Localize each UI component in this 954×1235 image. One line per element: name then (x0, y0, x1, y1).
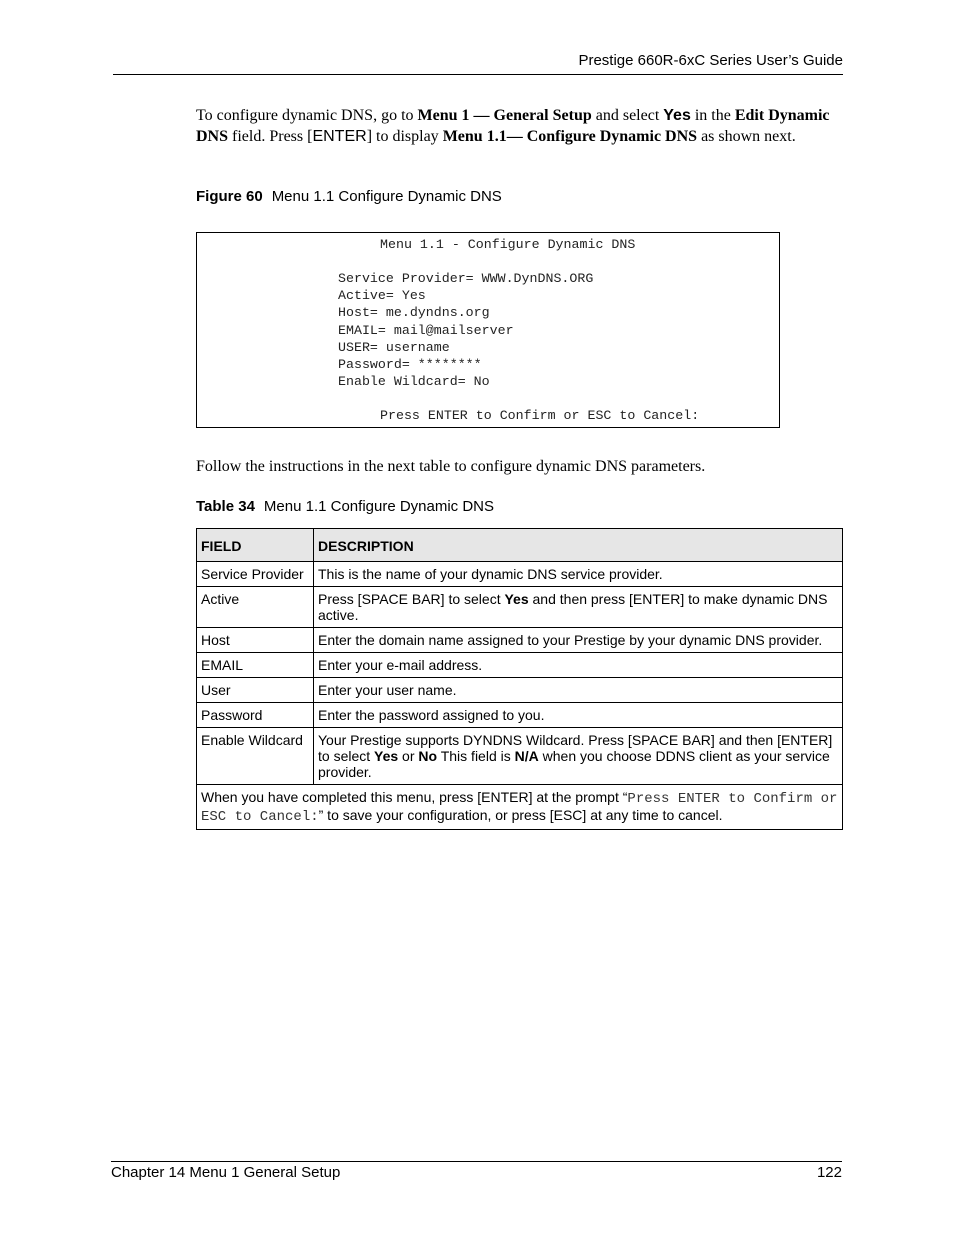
intro-text: in the (690, 107, 735, 124)
console-screen (196, 232, 780, 428)
console-line: Password= ******** (338, 357, 482, 372)
menu-reference: Menu 1 — General Setup (417, 107, 592, 124)
table-row (197, 628, 843, 653)
bold-term: Yes (374, 748, 399, 764)
enter-key: ENTER (312, 127, 367, 145)
description-cell: Enter the password assigned to you. (314, 703, 843, 728)
description-cell: Enter your user name. (314, 678, 843, 703)
table-row (197, 562, 843, 587)
table-row (197, 653, 843, 678)
yes-keyword: Yes (663, 107, 691, 124)
figure-caption (196, 188, 502, 205)
description-cell (314, 728, 843, 785)
figure-label: Figure 60 (196, 188, 263, 205)
console-line: Service Provider= WWW.DynDNS.ORG (338, 271, 594, 286)
intro-text: and select (591, 107, 664, 124)
chapter-title: Chapter 14 Menu 1 General Setup (111, 1164, 341, 1181)
header-title: Prestige 660R-6xC Series User’s Guide (578, 52, 843, 69)
console-title: Menu 1.1 - Configure Dynamic DNS (380, 237, 636, 252)
field-cell: Active (197, 587, 314, 628)
intro-text: ] to display (366, 127, 443, 145)
bold-term: N/A (514, 748, 539, 764)
bold-term: Yes (504, 591, 529, 607)
console-line: Host= me.dyndns.org (338, 305, 490, 320)
prompt-text: Press ENTER to Confirm or ESC to Cancel: (201, 791, 838, 825)
table-row (197, 728, 843, 785)
table-title: Menu 1.1 Configure Dynamic DNS (263, 498, 495, 515)
field-reference: Edit Dynamic DNS (196, 107, 830, 145)
table-label: Table 34 (196, 498, 255, 515)
console-line: USER= username (338, 340, 450, 355)
bold-term: No (418, 748, 438, 764)
figure-title: Menu 1.1 Configure Dynamic DNS (271, 188, 502, 205)
note-text: ” to save your configuration, or press [ESC] at any time to cancel. (318, 807, 723, 823)
instructions-paragraph: Follow the instructions in the next table to configure dynamic DNS parameters. (196, 458, 706, 475)
intro-text: field. Press [ (228, 127, 313, 145)
description-text: This field is (437, 748, 515, 764)
description-cell (314, 587, 843, 628)
description-cell: Enter the domain name assigned to your Prestige by your dynamic DNS provider. (314, 628, 843, 653)
console-line: Active= Yes (338, 288, 426, 303)
description-cell: This is the name of your dynamic DNS service provider. (314, 562, 843, 587)
field-cell: User (197, 678, 314, 703)
field-cell: Password (197, 703, 314, 728)
column-header: FIELD (197, 529, 314, 562)
page-footer (111, 1161, 842, 1181)
description-cell: Enter your e-mail address. (314, 653, 843, 678)
description-text: Press [SPACE BAR] to select (318, 591, 505, 607)
table-note (197, 785, 843, 830)
table-header-row (197, 529, 843, 562)
menu-reference: Menu 1.1— Configure Dynamic DNS (442, 127, 698, 145)
field-cell: Enable Wildcard (197, 728, 314, 785)
intro-text: To configure dynamic DNS, go to (196, 107, 418, 124)
console-line: EMAIL= mail@mailserver (338, 323, 514, 338)
fields-table (196, 528, 843, 830)
table-caption (196, 498, 494, 515)
table-row (197, 678, 843, 703)
intro-paragraph (196, 106, 846, 147)
page-number: 122 (816, 1164, 842, 1181)
console-prompt: Press ENTER to Confirm or ESC to Cancel: (380, 408, 700, 423)
description-text: or (398, 748, 419, 764)
note-text: When you have completed this menu, press [ENTER] at the prompt “ (201, 789, 628, 805)
field-cell: Service Provider (197, 562, 314, 587)
field-cell: Host (197, 628, 314, 653)
table-note-row (197, 785, 843, 830)
table-row (197, 587, 843, 628)
table-row (197, 703, 843, 728)
description-text: and then press [ENTER] to make dynamic DNS active. (318, 591, 828, 623)
console-line: Enable Wildcard= No (338, 374, 490, 389)
description-text: Your Prestige supports DYNDNS Wildcard. Press [SPACE BAR] and then [ENTER] to select (318, 732, 833, 764)
page-header (113, 50, 843, 75)
description-text: when you choose DDNS client as your service provider. (318, 748, 830, 780)
intro-text: as shown next. (697, 127, 796, 145)
field-cell: EMAIL (197, 653, 314, 678)
column-header: DESCRIPTION (314, 529, 843, 562)
